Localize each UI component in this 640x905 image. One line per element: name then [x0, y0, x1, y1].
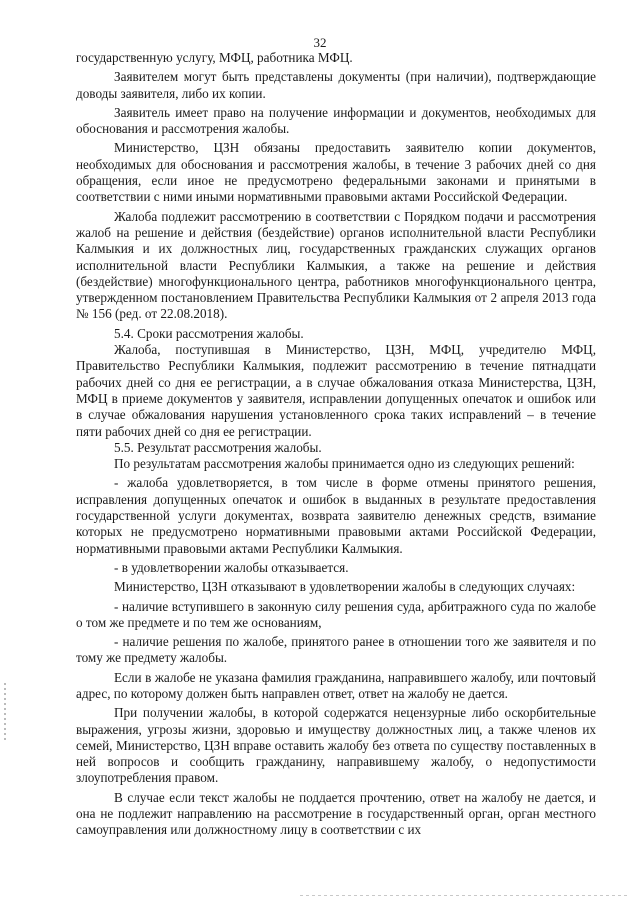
- paragraph: государственную услугу, МФЦ, работника МФЦ.: [76, 50, 353, 65]
- bottom-dotted-rule: [300, 895, 630, 896]
- section-heading: 5.4. Сроки рассмотрения жалобы.: [114, 325, 304, 341]
- list-item: - жалоба удовлетворяется, в том числе в форме отмены принятого решения, исправления допущенных опечаток и ошибок в выданных в результате предоставления государственной услуги документах, возврата заявителю денежных средств, взимание которых не предусмотрено нормативными правовыми актами Российской Федерации, нормативными правовыми актами Республики Калмыкия.: [76, 475, 596, 556]
- paragraph: Министерство, ЦЗН обязаны предоставить заявителю копии документов, необходимых для обоснования и рассмотрения жалобы, в течение 3 рабочих дней со дня обращения, если иное не предусмотрено федеральными законами и принятыми в соответствии с ними иными нормативными правовыми актами Российской Федерации.: [76, 140, 596, 205]
- scan-edge-mark: [4, 683, 6, 743]
- paragraph: Заявитель имеет право на получение информации и документов, необходимых для обоснования и рассмотрения жалобы.: [76, 104, 596, 137]
- section-heading: 5.5. Результат рассмотрения жалобы.: [114, 439, 322, 455]
- paragraph: По результатам рассмотрения жалобы принимается одно из следующих решений:: [114, 456, 575, 472]
- list-item: - наличие решения по жалобе, принятого ранее в отношении того же заявителя и по тому же предмету жалобы.: [76, 634, 596, 666]
- list-item: - наличие вступившего в законную силу решения суда, арбитражного суда по жалобе о том же предмете и по тем же основаниям,: [76, 598, 596, 630]
- paragraph: При получении жалобы, в которой содержатся нецензурные либо оскорбительные выражения, угрозы жизни, здоровью и имуществу должностных лиц, а также членов их семей, Министерство, ЦЗН вправе оставить жалобу без ответа по существу поставленных в ней вопросов и сообщить гражданину, направившему жалобу, о недопустимости злоупотребления правом.: [76, 705, 596, 786]
- paragraph: Жалоба, поступившая в Министерство, ЦЗН, МФЦ, учредителю МФЦ, Правительство Республики Калмыкия, подлежит рассмотрению в течение пятнадцати рабочих дней со дня ее регистрации, а в случае обжалования отказа Министерства, ЦЗН, МФЦ в приеме документов у заявителя, исправлении допущенных опечаток и ошибок или в случае обжалования нарушения установленного срока таких исправлений – в течение пяти рабочих дней со дня ее регистрации.: [76, 342, 596, 439]
- document-body: [76, 50, 596, 839]
- paragraph: Заявителем могут быть представлены документы (при наличии), подтверждающие доводы заявителя, либо их копии.: [76, 69, 596, 101]
- list-item: - в удовлетворении жалобы отказывается.: [114, 559, 349, 575]
- paragraph: Министерство, ЦЗН отказывают в удовлетворении жалобы в следующих случаях:: [114, 579, 576, 595]
- paragraph: В случае если текст жалобы не поддается прочтению, ответ на жалобу не дается, и она не подлежит направлению на рассмотрение в государственный орган, орган местного самоуправления или должностному лицу в соответствии с их: [76, 789, 596, 838]
- paragraph: Если в жалобе не указана фамилия гражданина, направившего жалобу, или почтовый адрес, по которому должен быть направлен ответ, ответ на жалобу не дается.: [76, 669, 596, 701]
- page-number: 32: [313, 35, 327, 50]
- paragraph: Жалоба подлежит рассмотрению в соответствии с Порядком подачи и рассмотрения жалоб на решение и действия (бездействие) органов исполнительной власти Республики Калмыкия и их должностных лиц, государственных гражданских служащих органов исполнительной власти Республики Калмыкия, а также на решение и действия (бездействие) многофункционального центра, работников многофункционального центра, утвержденном постановлением Правительства Республики Калмыкия от 2 апреля 2013 года № 156 (ред. от 22.08.2018).: [76, 208, 596, 322]
